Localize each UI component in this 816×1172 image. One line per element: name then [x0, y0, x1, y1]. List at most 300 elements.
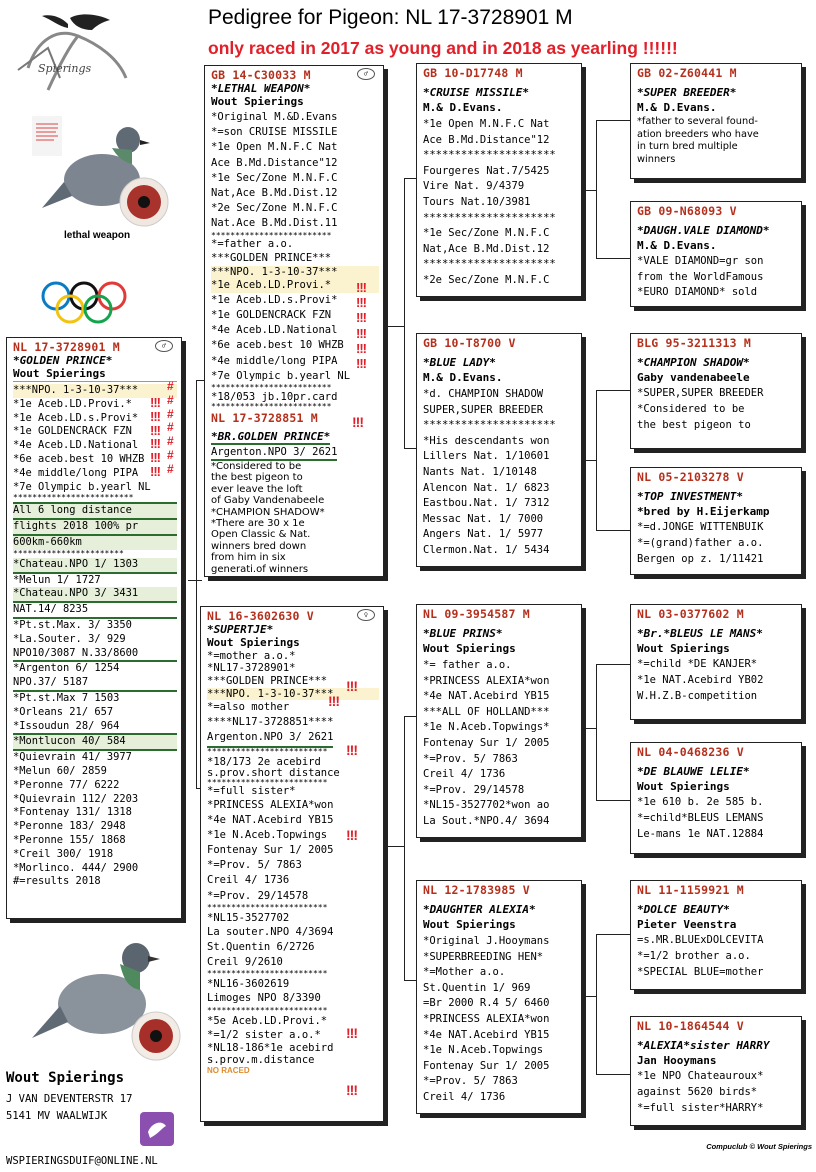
olympic-rings-icon [34, 280, 174, 326]
pedigree-notes [423, 387, 577, 559]
note-line: *Fontenay 131/ 1318 [13, 806, 132, 819]
note-line: Ace B.Md.Distance"12 [211, 156, 338, 169]
pigeon-name: *DAUGH.VALE DIAMOND* [637, 224, 770, 237]
note-line: *Argenton 6/ 1254 [13, 662, 120, 675]
note-line: *1e NAT.Acebird YB02 [637, 674, 764, 686]
note-line: NPO10/3087 N.33/8600 [13, 647, 177, 663]
note-line: *1e Aceb.LD.s.Provi* [13, 411, 139, 424]
sex-symbol-icon: ♂ [357, 68, 375, 80]
note-line: ************************* [207, 902, 328, 912]
breeder: Wout Spierings [637, 780, 730, 793]
note-line: *********************** [13, 548, 124, 558]
note-line: Fourgeres Nat.7/5425 [423, 164, 550, 177]
note-line: *=son CRUISE MISSILE [211, 126, 338, 139]
note-line: *1e N.Aceb.Topwings [423, 1044, 544, 1057]
note-line: Clermon.Nat. 1/ 5434 [423, 543, 550, 556]
note-line: ************************* [211, 383, 332, 393]
note-line: Eastbou.Nat. 1/ 7312 [423, 497, 550, 510]
ring-number: NL 11-1159921 M [637, 883, 744, 897]
ring-number: NL 03-0377602 M [637, 607, 744, 621]
note-line: Creil 9/2610 [207, 956, 283, 969]
ring-number: GB 02-Z60441 M [637, 66, 737, 80]
note-line: *4e NAT.Acebird YB15 [423, 690, 550, 703]
note-line: flights 2018 100% pr [13, 520, 177, 536]
note-line: ************************* [207, 777, 328, 787]
golden-prince-photo [20, 932, 186, 1062]
note-line: Open Classic & Nat. [211, 529, 311, 541]
connector [404, 980, 416, 981]
ggp-card-3[interactable] [630, 333, 802, 449]
note-line: *1e Open M.N.F.C Nat [211, 141, 338, 154]
note-line: *4e Aceb.LD.National [211, 324, 338, 337]
sub-notes [211, 445, 379, 575]
note-line: the best pigeon to [211, 472, 303, 484]
connector [404, 716, 405, 980]
note-line: *1e Aceb.LD.Provi.* [211, 278, 379, 293]
note-line: *2e Sec/Zone M.N.F.C [211, 202, 338, 215]
ring-number: NL 17-3728901 M [13, 340, 120, 354]
ring-number: GB 10-T8700 V [423, 336, 516, 350]
note-line: *PRINCESS ALEXIA*won [207, 798, 334, 811]
pedigree-notes [423, 658, 577, 830]
note-line: Nat.Ace B.Md.Dist.11 [211, 217, 338, 230]
note-line: ************************* [211, 402, 332, 412]
note-line: ************************* [13, 493, 134, 503]
note-line: *VALE DIAMOND=gr son [637, 255, 764, 267]
divider [13, 381, 177, 382]
breeder: Wout Spierings [423, 642, 516, 655]
owner-address-line1: J VAN DEVENTERSTR 17 [6, 1093, 133, 1105]
note-line: ***ALL OF HOLLAND*** [423, 705, 550, 718]
note-line: *1e Sec/Zone M.N.F.C [211, 171, 338, 184]
note-line: *Peronne 155/ 1868 [13, 833, 126, 846]
pigeon-name: *BLUE PRINS* [423, 627, 503, 640]
note-line: *Original J.Hooymans [423, 935, 550, 947]
note-line: *Chateau.NPO 3/ 3431 [13, 587, 177, 603]
connector [196, 380, 204, 381]
note-line: *EURO DIAMOND* sold [637, 286, 758, 298]
note-line: *1e N.Aceb.Topwings [207, 828, 328, 841]
ring-number: BLG 95-3211313 M [637, 336, 751, 350]
note-line: SUPER,SUPER BREEDER [423, 403, 544, 416]
ggp-card-2[interactable] [630, 201, 802, 307]
note-line: Bergen op z. 1/11421 [637, 553, 764, 565]
alert-marks: !!! [328, 693, 339, 709]
note-line: *=father a.o. [211, 237, 294, 250]
connector [196, 380, 197, 788]
pedigree-notes [637, 116, 797, 166]
ggp-card-1[interactable] [630, 63, 802, 179]
note-line: *1e NPO Chateauroux* [637, 1070, 764, 1082]
connector [596, 934, 597, 1074]
note-line: *NL17-3728901* [207, 662, 296, 674]
note-line: Alencon Nat. 1/ 6823 [423, 481, 550, 494]
note-line: *=full sister* [207, 784, 296, 797]
ring-number: NL 16-3602630 V [207, 609, 314, 623]
breeder: Wout Spierings [211, 95, 304, 108]
breeder: M.& D.Evans. [423, 101, 503, 114]
ggp-card-6[interactable] [630, 742, 802, 854]
note-line: winners [637, 153, 676, 165]
note-line: s.prov.m.distance [207, 1053, 315, 1066]
connector [596, 530, 630, 531]
connector [188, 580, 202, 581]
note-line: ********************* [423, 149, 556, 162]
note-line: *Pt.st.Max 7 1503 [13, 691, 120, 704]
breeder: M.& D.Evans. [637, 239, 717, 252]
note-line: #=results 2018 [13, 875, 101, 888]
dove-emblem-icon [140, 1112, 174, 1146]
connector [596, 934, 630, 935]
connector [596, 664, 597, 800]
ggp-card-7[interactable] [630, 880, 802, 990]
breeder: Gaby vandenabeele [637, 371, 750, 384]
note-line: *NL15-3527702 [207, 911, 290, 924]
pigeon-name: *CRUISE MISSILE* [423, 86, 529, 99]
note-line: from him in six [211, 552, 286, 564]
pigeon-name: *BLUE LADY* [423, 356, 496, 369]
ring-number: NL 04-0468236 V [637, 745, 744, 759]
note-line: *Considered to be [211, 461, 302, 473]
pigeon-name: *GOLDEN PRINCE* [13, 354, 113, 367]
pigeon-name: *LETHAL WEAPON* [211, 82, 311, 95]
pedigree-notes [637, 656, 797, 704]
breeder: M.& D.Evans. [423, 371, 503, 384]
pigeon-name: *ALEXIA*sister HARRY [637, 1039, 770, 1052]
breeder: M.& D.Evans. [637, 101, 717, 114]
alert-marks: !!! [346, 678, 357, 694]
note-line: ***GOLDEN PRINCE*** [211, 251, 332, 264]
note-line: the best pigeon to [637, 419, 751, 431]
note-line: ***GOLDEN PRINCE*** [207, 675, 328, 687]
pigeon-picture-icon [32, 112, 178, 244]
dove-logo-icon [8, 8, 138, 98]
note-line: *Quievrain 41/ 3977 [13, 751, 132, 764]
note-line: generati.of winners [211, 563, 309, 575]
result-marker: # # # # # # # [167, 379, 173, 476]
pedigree-notes [637, 794, 797, 842]
note-line: Angers Nat. 1/ 5977 [423, 528, 544, 541]
note-line: Limoges NPO 8/3390 [207, 992, 321, 1005]
note-line: against 5620 birds* [637, 1086, 758, 1098]
note-line: La Sout.*NPO.4/ 3694 [423, 814, 550, 827]
ring-number: NL 05-2103278 V [637, 470, 744, 484]
note-line: ************************* [211, 230, 332, 240]
note-line: *1e 610 b. 2e 585 b. [637, 796, 764, 808]
ggp-card-4[interactable] [630, 467, 802, 575]
pedigree-notes [637, 519, 797, 567]
note-line: All 6 long distance [13, 502, 177, 520]
note-line: Fontenay Sur 1/ 2005 [423, 736, 550, 749]
note-line: *CHAMPION SHADOW* [211, 506, 325, 518]
ring-number: NL 12-1783985 V [423, 883, 530, 897]
sire-sire-card[interactable] [416, 63, 582, 297]
note-line: *father to several found- [637, 116, 758, 127]
note-line: *=full sister*HARRY* [637, 1102, 764, 1114]
note-line: ************************* [207, 969, 328, 979]
pedigree-notes [207, 650, 379, 1065]
connector [404, 448, 416, 449]
note-line: *=Prov. 5/ 7863 [207, 859, 302, 872]
note-line: ***NPO. 1-3-10-37*** [207, 688, 379, 700]
breeder: Wout Spierings [13, 367, 106, 380]
note-line: *=1/2 brother a.o. [637, 950, 751, 962]
note-line: Lillers Nat. 1/10601 [423, 450, 550, 463]
note-line: *=Prov. 29/14578 [207, 889, 309, 902]
connector [582, 728, 596, 729]
note-line: Messac Nat. 1/ 7000 [423, 512, 544, 525]
sex-symbol-icon: ♀ [357, 609, 375, 621]
alert-marks: !!! [352, 414, 363, 430]
pedigree-notes [423, 117, 577, 289]
pigeon-name: *DOLCE BEAUTY* [637, 903, 730, 916]
note-line: *=d.JONGE WITTENBUIK [637, 521, 764, 533]
note-line: W.H.Z.B-competition [637, 690, 758, 702]
note-line: *6e aceb.best 10 WHZB [211, 339, 344, 352]
breeder: Wout Spierings [423, 918, 516, 931]
note-line: St.Quentin 6/2726 [207, 941, 315, 954]
note-line: *7e Olympic b.yearl NL [13, 480, 151, 493]
note-line: ****NL17-3728851**** [207, 716, 334, 729]
ring-number: NL 10-1864544 V [637, 1019, 744, 1033]
connector [596, 120, 630, 121]
pigeon-name: *DAUGHTER ALEXIA* [423, 903, 536, 916]
note-line: *Pt.st.Max. 3/ 3350 [13, 618, 132, 631]
note-line: from the WorldFamous [637, 270, 764, 283]
note-line: ************************* [207, 746, 328, 756]
note-line: ***NPO. 1-3-10-37*** [211, 266, 379, 278]
note-line: *PRINCESS ALEXIA*won [423, 674, 550, 687]
connector [596, 800, 630, 801]
connector [582, 460, 596, 461]
note-line: *4e middle/long PIPA [13, 466, 139, 479]
sex-symbol-icon: ♂ [155, 340, 173, 352]
ring-number: GB 10-D17748 M [423, 66, 523, 80]
note-line: Nants Nat. 1/10148 [423, 465, 537, 478]
note-line: *18/053 jb.10pr.card [211, 391, 338, 404]
note-line: ********************* [423, 211, 556, 224]
page-title: Pedigree for Pigeon: NL 17-3728901 M [208, 6, 573, 29]
sub-pigeon-name: *BR.GOLDEN PRINCE* [211, 430, 331, 444]
ring-number: GB 14-C30033 M [211, 68, 311, 82]
note-line: *SPECIAL BLUE=mother [637, 966, 764, 978]
pigeon-caption: lethal weapon [64, 230, 131, 241]
note-line: =s.MR.BLUExDOLCEVITA [637, 934, 764, 946]
connector [596, 258, 630, 259]
note-line: of Gaby Vandenabeele [211, 495, 325, 507]
note-line: Le-mans 1e NAT.12884 [637, 828, 764, 840]
note-line: *Montlucon 40/ 584 [13, 735, 177, 751]
note-line: *=child *DE KANJER* [637, 658, 758, 670]
note-line: *Quievrain 112/ 2203 [13, 792, 139, 805]
breeder: Jan Hooymans [637, 1054, 717, 1067]
page-subtitle: only raced in 2017 as young and in 2018 as yearling !!!!!! [208, 38, 678, 58]
connector [582, 190, 596, 191]
dam-dam-card[interactable] [416, 880, 582, 1114]
note-line: *=(grand)father a.o. [637, 537, 764, 549]
note-line: ation breeders who have [637, 128, 759, 140]
note-line: Creil 4/ 1736 [423, 1090, 506, 1103]
owner-address-line2: 5141 MV WAALWIJK [6, 1110, 108, 1122]
note-line: Creil 4/ 1736 [207, 874, 290, 887]
connector [596, 120, 597, 258]
ring-number: GB 09-N68093 V [637, 204, 737, 218]
note-line: *7e Olympic b.yearl NL [211, 369, 351, 382]
logo-text: Spierings [38, 62, 92, 75]
breeder: Wout Spierings [207, 636, 300, 649]
note-line: *2e Sec/Zone M.N.F.C [423, 273, 550, 286]
note-line: *5e Aceb.LD.Provi.* [207, 1014, 328, 1027]
pigeon-name: *TOP INVESTMENT* [637, 490, 743, 503]
note-line: ***NPO. 1-3-10-37*** [13, 384, 177, 398]
dam-sire-card[interactable] [416, 604, 582, 838]
pigeon-name: *SUPER BREEDER* [637, 86, 737, 99]
note-line: *There are 30 x 1e [211, 518, 305, 530]
pedigree-notes [637, 254, 797, 301]
alert-marks: !!! [346, 1082, 357, 1098]
note-line: *=Prov. 29/14578 [423, 783, 525, 796]
note-line: *NL15-3527702*won ao [423, 799, 550, 812]
connector [404, 178, 405, 448]
pigeon-name: *CHAMPION SHADOW* [637, 356, 750, 369]
ring-number: NL 09-3954587 M [423, 607, 530, 621]
sire-dam-card[interactable] [416, 333, 582, 567]
note-line: ********************* [423, 258, 556, 271]
note-line: *1e N.Aceb.Topwings* [423, 721, 550, 734]
breeder: Pieter Veenstra [637, 918, 737, 931]
note-line: *=mother a.o.* [207, 650, 296, 662]
note-line: La souter.NPO 4/3694 [207, 925, 334, 938]
pedigree-notes [637, 385, 797, 433]
owner-name: Wout Spierings [6, 1070, 125, 1086]
note-line: Vire Nat. 9/4379 [423, 180, 525, 193]
note-line: ever leave the loft [211, 483, 303, 495]
note-line: *=1/2 sister a.o.* [207, 1028, 321, 1041]
note-line: *18/173 2e acebird [207, 755, 321, 768]
note-line: *Original M.&D.Evans [211, 111, 338, 123]
brand-logo [8, 8, 138, 98]
connector [404, 716, 416, 717]
note-line: ********************* [423, 419, 556, 432]
alert-marks: !!! [346, 742, 357, 758]
note-line: Fontenay Sur 1/ 2005 [423, 1059, 550, 1072]
note-line: *=also mother [207, 701, 290, 713]
note-line: *4e NAT.Acebird YB15 [207, 813, 334, 826]
note-line: *=Mother a.o. [423, 966, 506, 979]
note-line: *NL16-3602619 [207, 978, 290, 991]
note-line: Fontenay Sur 1/ 2005 [207, 844, 334, 857]
note-line: *NL18-186*1e acebird [207, 1041, 334, 1054]
connector [596, 664, 630, 665]
note-line: 600km-660km [13, 536, 177, 550]
note-line: *Considered to be [637, 403, 745, 415]
note-line: *1e Sec/Zone M.N.F.C [423, 227, 550, 240]
connector [582, 996, 596, 997]
note-line: Argenton.NPO 3/ 2621 [211, 445, 337, 461]
connector [596, 390, 597, 530]
note-line: *Issoudun 28/ 964 [13, 720, 177, 736]
note-line: Nat,Ace B.Md.Dist.12 [423, 242, 550, 255]
note-line: *d. CHAMPION SHADOW [423, 388, 544, 400]
pigeon-picture-icon [20, 932, 186, 1062]
note-line: *1e Aceb.LD.s.Provi* [211, 293, 338, 306]
note-line: *4e middle/long PIPA [211, 354, 338, 367]
note-line: Nat,Ace B.Md.Dist.12 [211, 187, 338, 200]
note-line: *=Prov. 5/ 7863 [423, 1075, 518, 1088]
note-line: *6e aceb.best 10 WHZB [13, 452, 145, 465]
breeder: Wout Spierings [637, 642, 730, 655]
note-line: ************************* [207, 1005, 328, 1015]
note-line: *1e Open M.N.F.C Nat [423, 118, 550, 130]
note-line: *4e Aceb.LD.National [13, 439, 139, 452]
connector [596, 1074, 630, 1075]
pigeon-name: *DE BLAUWE LELIE* [637, 765, 750, 778]
note-line: *Creil 300/ 1918 [13, 847, 114, 860]
ggp-card-8[interactable] [630, 1016, 802, 1126]
connector [404, 178, 416, 179]
note-line: *= father a.o. [423, 659, 512, 671]
lethal-weapon-photo [32, 112, 178, 244]
owner-email[interactable]: WSPIERINGSDUIF@ONLINE.NL [6, 1155, 158, 1167]
note-line: NAT.14/ 8235 [13, 603, 177, 619]
note-line: *La.Souter. 3/ 929 [13, 632, 126, 645]
note-line: *PRINCESS ALEXIA*won [423, 1012, 550, 1025]
alert-marks: !!! !!! !!! !!! !!! !!! [150, 395, 160, 479]
credit: Compuclub © Wout Spierings [706, 1142, 812, 1151]
note-line: *Chateau.NPO 1/ 1303 [13, 558, 177, 574]
note-line: *=child*BLEUS LEMANS [637, 812, 764, 824]
note-line: *Melun 1/ 1727 [13, 573, 101, 586]
note-line: Creil 4/ 1736 [423, 768, 506, 781]
note-line: NPO.37/ 5187 [13, 676, 177, 692]
alert-marks: !!! [346, 1025, 357, 1041]
pedigree-notes [423, 934, 577, 1106]
pedigree-notes [637, 932, 797, 980]
no-raced-label: NO RACED [207, 1065, 250, 1075]
note-line: s.prov.short distance [207, 766, 340, 779]
ggp-card-5[interactable] [630, 604, 802, 720]
note-line: *Peronne 77/ 6222 [13, 778, 120, 791]
pigeon-name: *Br.*BLEUS LE MANS* [637, 627, 763, 640]
pedigree-notes [211, 110, 379, 410]
note-line: *Orleans 21/ 657 [13, 705, 114, 718]
note-line: *SUPER,SUPER BREEDER [637, 387, 764, 399]
note-line: Tours Nat.10/3981 [423, 195, 531, 208]
note-line: winners bred down [211, 540, 307, 552]
note-line: *Peronne 183/ 2948 [13, 820, 126, 833]
breeder: *bred by H.Eijerkamp [637, 505, 770, 518]
connector [388, 846, 404, 847]
note-line: *4e NAT.Acebird YB15 [423, 1028, 550, 1041]
alert-marks: !!! [346, 827, 357, 843]
note-line: =Br 2000 R.4 5/ 6460 [423, 997, 550, 1010]
alert-marks: !!! !!! !!! !!! !!! !!! [356, 280, 366, 372]
pedigree-notes [637, 1068, 797, 1116]
note-line: *1e GOLDENCRACK FZN [13, 425, 132, 438]
note-line: *1e GOLDENCRACK FZN [211, 309, 332, 322]
note-line: in turn bred multiple [637, 141, 738, 152]
note-line: *Melun 60/ 2859 [13, 764, 107, 777]
note-line: St.Quentin 1/ 969 [423, 981, 531, 994]
note-line: *His descendants won [423, 434, 550, 447]
connector [388, 326, 404, 327]
note-line: Argenton.NPO 3/ 2621 [207, 730, 333, 747]
note-line: Ace B.Md.Distance"12 [423, 133, 550, 146]
note-line: *=Prov. 5/ 7863 [423, 752, 518, 765]
note-line: *Morlinco. 444/ 2900 [13, 861, 139, 874]
note-line: *SUPERBREEDING HEN* [423, 950, 544, 963]
sub-ring-number: NL 17-3728851 M [211, 411, 318, 426]
